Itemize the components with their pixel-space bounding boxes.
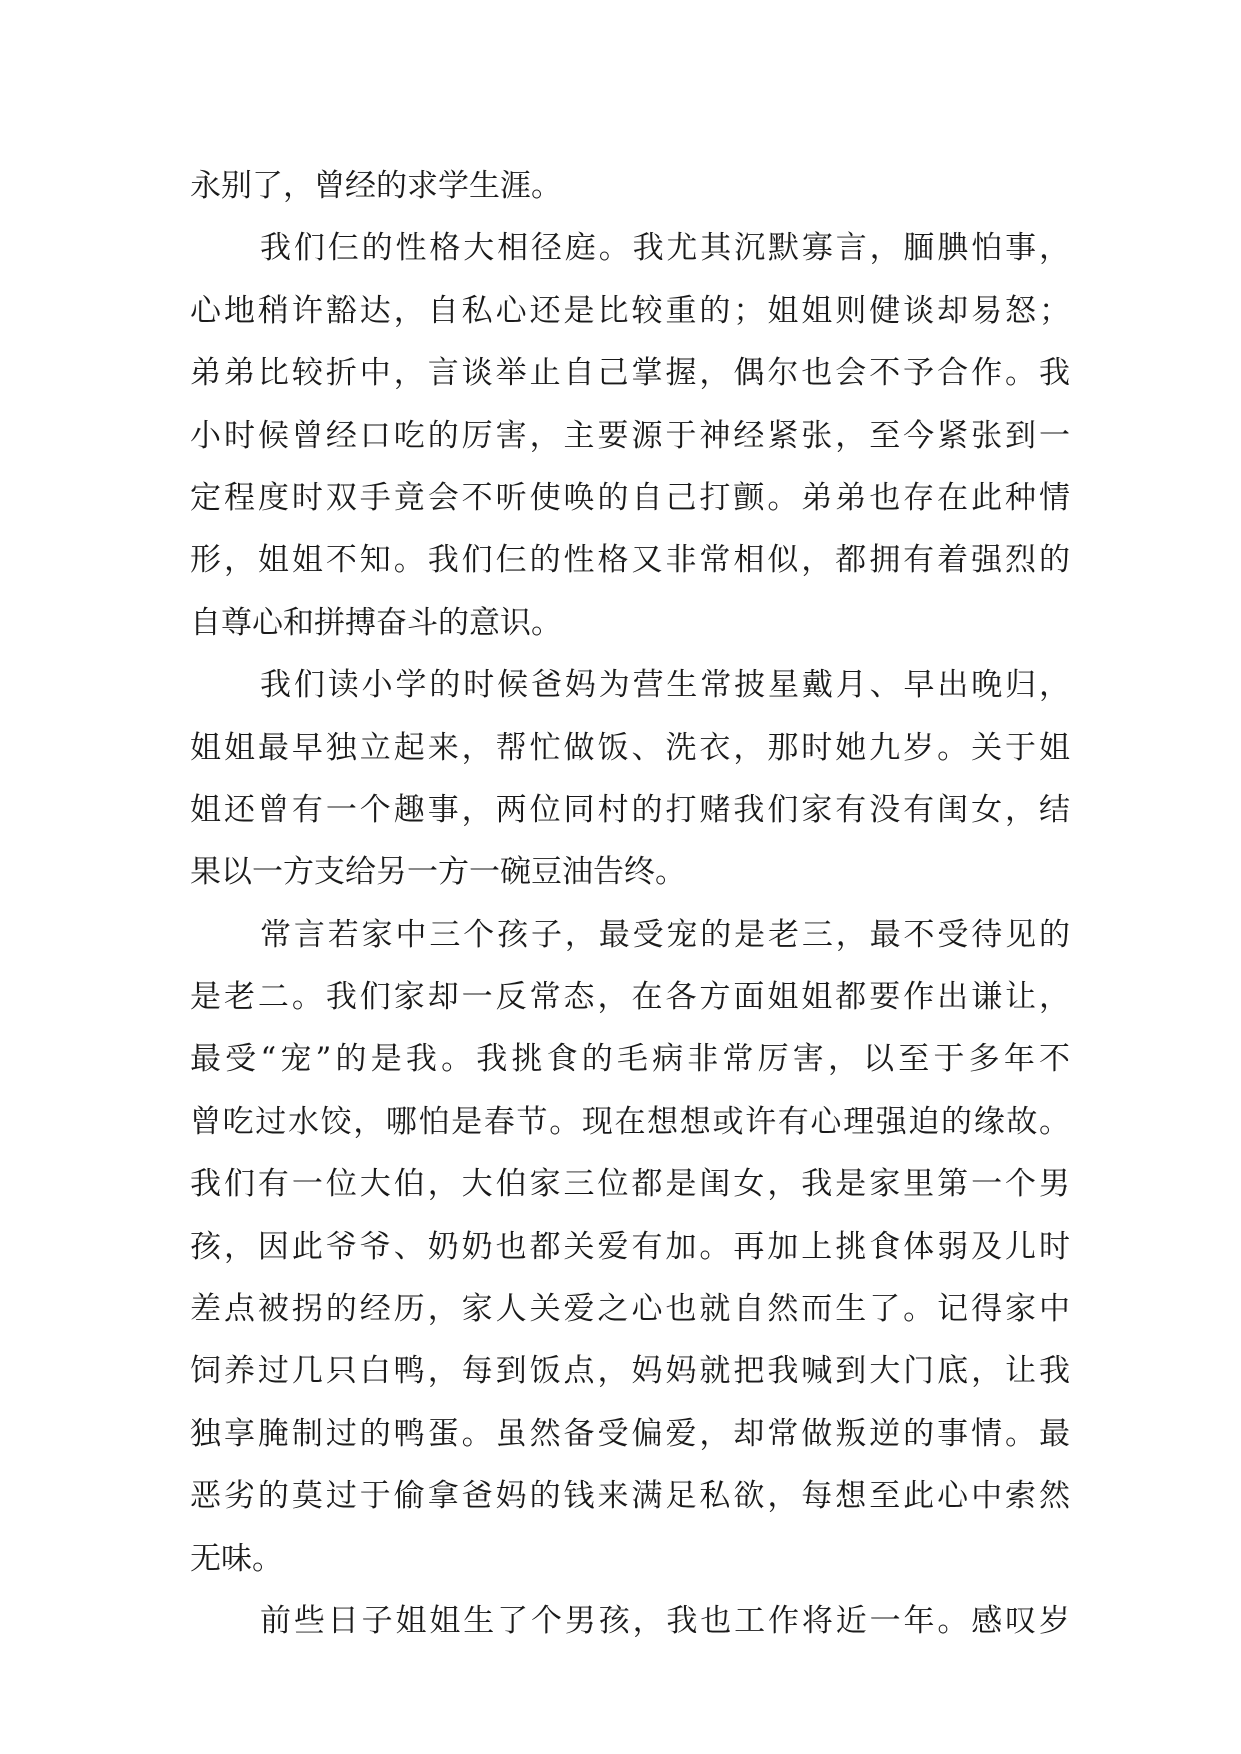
text-line: 自尊心和拼搏奋斗的意识。 xyxy=(190,604,562,641)
text-line: 是老二。我们家却一反常态，在各方面姐姐都要作出谦让， xyxy=(190,979,1070,1016)
text-line: 姐还曾有一个趣事，两位同村的打赌我们家有没有闺女，结 xyxy=(190,791,1070,828)
text-line: 常言若家中三个孩子，最受宠的是老三，最不受待见的 xyxy=(260,916,1070,953)
text-line: 定程度时双手竟会不听使唤的自己打颤。弟弟也存在此种情 xyxy=(190,479,1070,516)
text-line: 形，姐姐不知。我们仨的性格又非常相似，都拥有着强烈的 xyxy=(190,542,1070,579)
text-line: 小时候曾经口吃的厉害，主要源于神经紧张，至今紧张到一 xyxy=(190,417,1070,454)
text-line: 姐姐最早独立起来，帮忙做饭、洗衣，那时她九岁。关于姐 xyxy=(190,729,1070,766)
text-line: 果以一方支给另一方一碗豆油告终。 xyxy=(190,854,686,891)
text-line: 饲养过几只白鸭，每到饭点，妈妈就把我喊到大门底，让我 xyxy=(190,1353,1070,1390)
text-line: 独享腌制过的鸭蛋。虽然备受偏爱，却常做叛逆的事情。最 xyxy=(190,1415,1070,1452)
text-line: 我们有一位大伯，大伯家三位都是闺女，我是家里第一个男 xyxy=(190,1166,1070,1203)
text-line: 永别了，曾经的求学生涯。 xyxy=(190,168,562,204)
document-body xyxy=(190,155,1070,1652)
text-line: 心地稍许豁达，自私心还是比较重的；姐姐则健谈却易怒； xyxy=(190,292,1070,329)
text-line: 曾吃过水饺，哪怕是春节。现在想想或许有心理强迫的缘故。 xyxy=(190,1103,1070,1140)
text-line: 差点被拐的经历，家人关爱之心也就自然而生了。记得家中 xyxy=(190,1291,1070,1328)
text-line: 我们仨的性格大相径庭。我尤其沉默寡言，腼腆怕事， xyxy=(260,230,1070,267)
text-line: 恶劣的莫过于偷拿爸妈的钱来满足私欲，每想至此心中索然 xyxy=(190,1478,1070,1515)
text-line: 弟弟比较折中，言谈举止自己掌握，偶尔也会不予合作。我 xyxy=(190,355,1070,392)
text-line: 我们读小学的时候爸妈为营生常披星戴月、早出晚归， xyxy=(260,667,1070,704)
text-line: 最受“宠”的是我。我挑食的毛病非常厉害，以至于多年不 xyxy=(190,1041,1070,1078)
text-line: 无味。 xyxy=(190,1540,283,1577)
text-line: 孩，因此爷爷、奶奶也都关爱有加。再加上挑食体弱及儿时 xyxy=(190,1228,1070,1265)
text-line: 前些日子姐姐生了个男孩，我也工作将近一年。感叹岁 xyxy=(260,1602,1070,1639)
